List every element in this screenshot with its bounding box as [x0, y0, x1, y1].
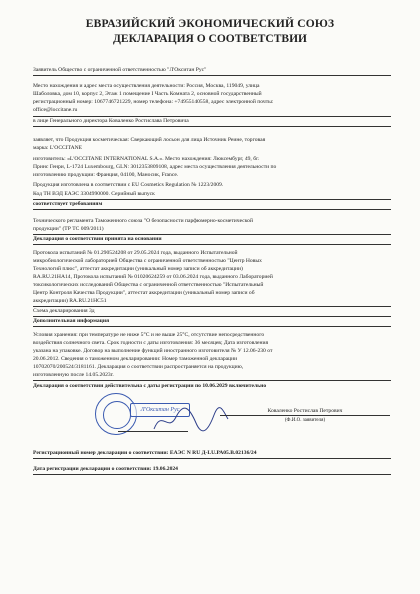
regulation-line-1: Технического регламента Таможенного союза "О безопасности парфюмерно-косметической: [33, 218, 253, 224]
declares-line-1: заявляет, что Продукция косметическая: Сверкающий лосьон для лица Источник Реине, торговая: [33, 137, 266, 143]
divider: [33, 244, 391, 245]
manufacturer-line-2: Принс Генри, L-1724 Luxembourg, GLN: 3012353809108, адрес места осуществления деятельности по: [33, 164, 277, 170]
manufacture-basis: Продукция изготовлена в соответствии с ЕU Cosmetics Regulation № 1223/2009.: [33, 182, 224, 188]
additional-line-5: 10702070/200524/3181161. Декларация о соответствии распространяется на продукцию,: [33, 364, 244, 370]
registration-number: Регистрационный номер декларации о соответствии: ЕАЭС N RU Д-LU.РА05.В.02136/24: [33, 450, 257, 456]
regulation-line-2: продукции" (ТР ТС 009/2011): [33, 226, 104, 232]
address-line-1: Место нахождения и адрес места осуществления деятельности: Россия, Москва, 119049, улица: [33, 83, 260, 89]
address-line-4: office@loccitane.ru: [33, 107, 78, 113]
stamp-label: Л'Окситан Рус: [130, 403, 190, 417]
document-title: ДЕКЛАРАЦИЯ О СООТВЕТСТВИИ: [113, 33, 307, 45]
protocol-line-7: аккредитации) RA.RU.21НС51: [33, 298, 107, 304]
divider: [33, 209, 391, 210]
manufacturer-line-1: изготовитель: «L'OCCITANE INTERNATIONAL S.A.». Место нахождения: Люксембург, 49, бг.: [33, 156, 260, 162]
protocol-line-3: Технологий плюс", аттестат аккредитации (уникальный номер записи об аккредитации): [33, 266, 243, 272]
protocol-line-5: токсикологических исследований Общества с ограниченной ответственностью "Испытательный: [33, 282, 264, 288]
registration-date: Дата регистрации декларации о соответствии: 19.06.2024: [33, 466, 178, 472]
additional-line-2: воздействия солнечного света. Срок годности с даты изготовления: 36 месяцев; Дата изготовления: [33, 340, 269, 346]
divider: [33, 316, 391, 317]
signatory-name: Коваленко Ростислав Петрович: [267, 408, 343, 414]
divider: [33, 126, 391, 127]
signature-underline: [118, 431, 188, 432]
divider: [33, 116, 391, 117]
additional-info-heading: Дополнительная информация: [33, 318, 110, 324]
additional-line-1: Условия хранения: при температуре не ниже 5°С и не выше 25°С, отсутствие непосредственного: [33, 332, 265, 338]
manufacturer-line-3: изготовлению продукции: Франция, 04100, Маносик, France.: [33, 172, 179, 178]
signatory-caption: (Ф.И.О. заявителя): [284, 418, 326, 423]
protocol-line-1: Протокола испытаний № 01.290524208 от 29.05.2024 года, выданного Испытательной: [33, 250, 238, 256]
applicant-line: Заявитель Общество с ограниченной ответственностью "Л'Окситан Рус": [33, 67, 207, 73]
union-title: ЕВРАЗИЙСКИЙ ЭКОНОМИЧЕСКИЙ СОЮЗ: [85, 18, 335, 30]
protocol-line-6: Центр Контроля Качества Продукции", аттестат аккредитации (уникальный номер записи об: [33, 290, 255, 296]
divider: [33, 306, 391, 307]
additional-line-6: изготовленную после 14.05.2023г.: [33, 372, 114, 378]
divider: [33, 199, 391, 200]
additional-line-3: указана на упаковке. Договор на выполнение функций иностранного изготовителя № У 12.06-230 от: [33, 348, 273, 354]
director-line: в лице Генерального директора Коваленко Ростислава Петровича: [33, 118, 189, 124]
additional-line-4: 20.06.2012. Сведения о таможенном декларировании: Номер таможенной декларации: [33, 356, 238, 362]
requirements-heading: соответствует требованиям: [33, 201, 103, 207]
declares-line-2: марка: L'OCCITANE: [33, 145, 83, 151]
divider: [33, 474, 391, 475]
basis-heading: Декларация о соответствии принята на основании: [33, 236, 162, 242]
address-line-2: Шаболовка, дом 10, корпус 2, Этаж 1 помещение I Часть Комната 2, основной государственный: [33, 91, 262, 97]
scheme-line: Схема декларирования 3д: [33, 308, 95, 314]
address-line-3: регистрационный номер: 1067746721229, номер телефона: +74955140558, адрес электронной почты:: [33, 99, 274, 105]
divider: [33, 380, 391, 381]
divider: [33, 234, 391, 235]
protocol-line-4: RA.RU.21НА14, Протокола испытаний № 01020624259 от 03.06.2024 года, выданного Лабораторией: [33, 274, 273, 280]
divider: [33, 458, 391, 459]
divider: [220, 415, 390, 416]
hs-code-line: Код ТН ВЭД ЕАЭС 3304990000. Серийный выпуск: [33, 191, 155, 197]
divider: [33, 75, 391, 76]
divider: [33, 326, 391, 327]
validity-line: Декларация о соответствии действительна с даты регистрации по 10.06.2029 включительно: [33, 383, 267, 389]
protocol-line-2: микробиологической лабораторией Общества с ограниченной ответственностью "Центр Новых: [33, 258, 262, 264]
